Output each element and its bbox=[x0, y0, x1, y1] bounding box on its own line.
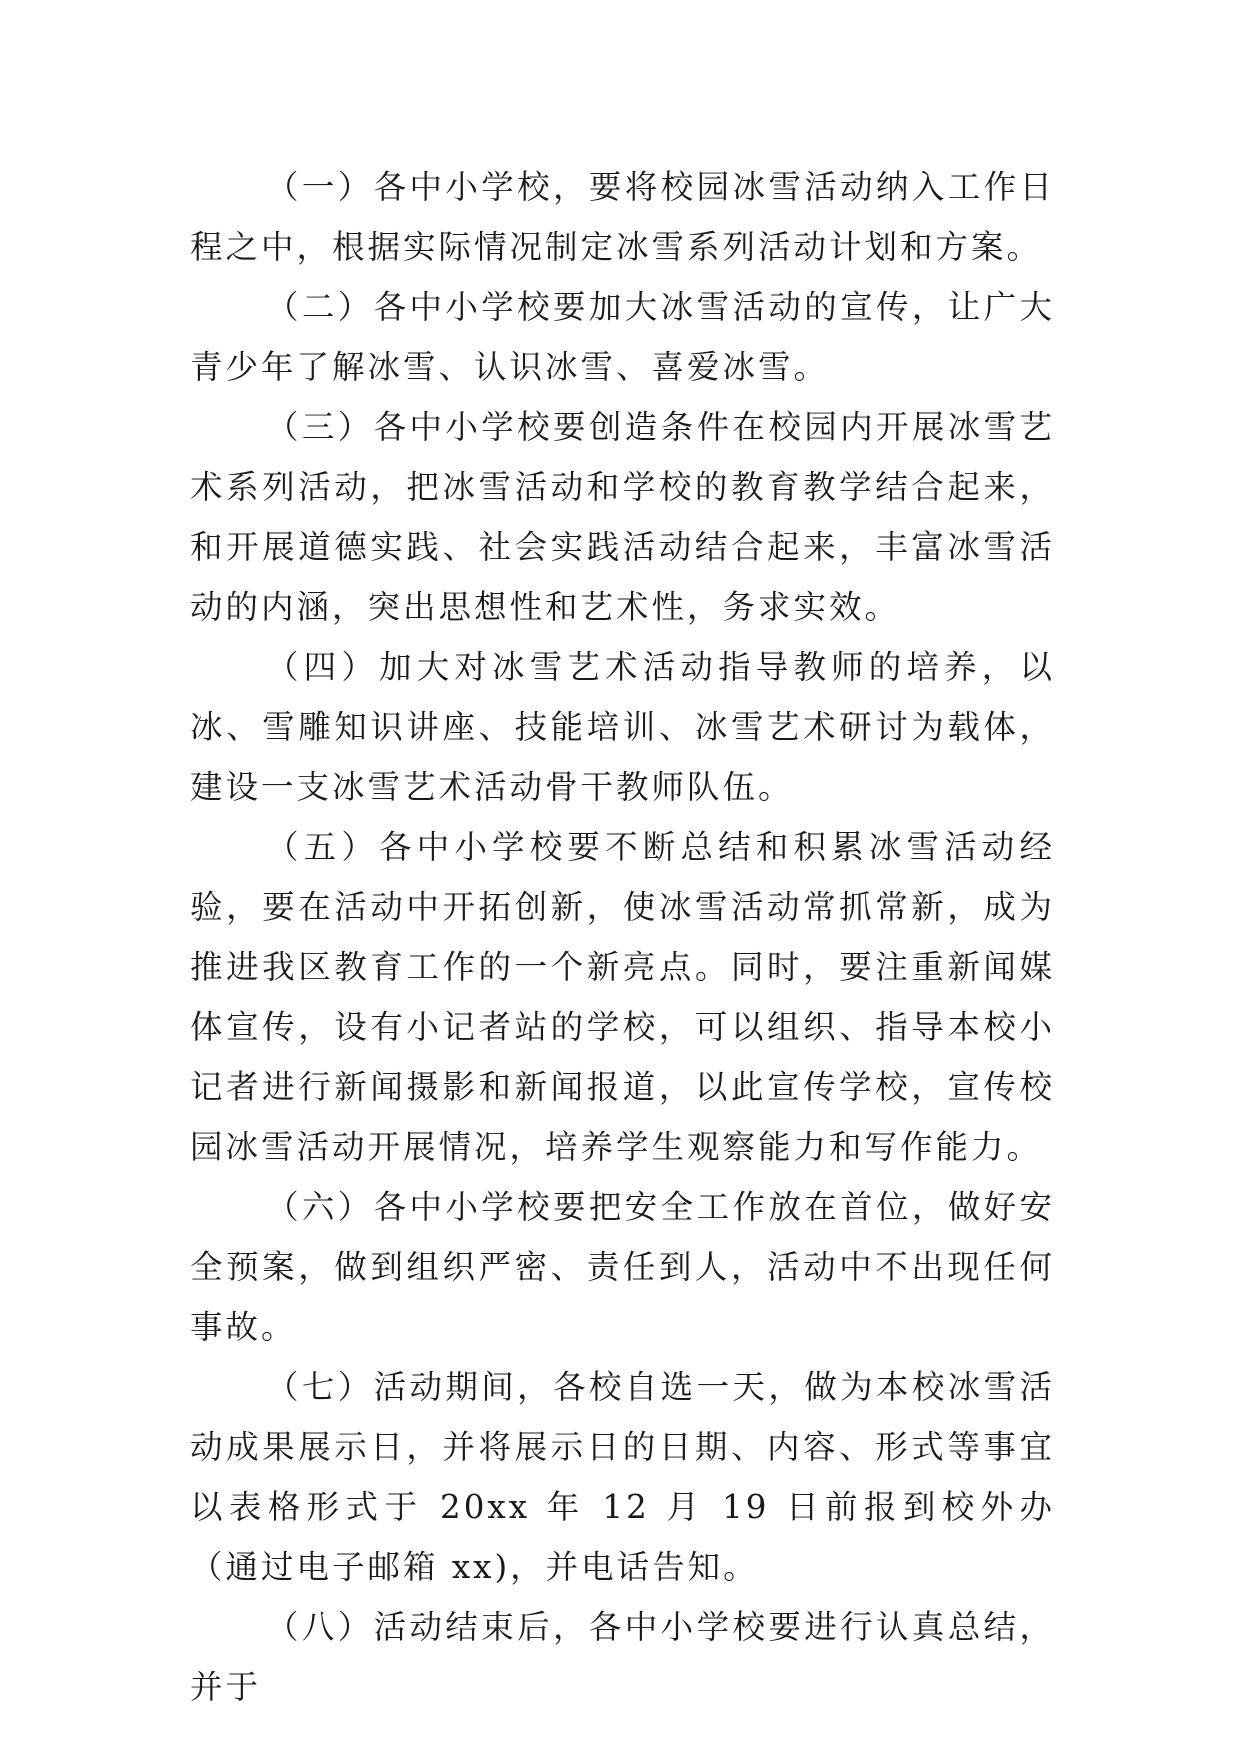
paragraph-1: （一）各中小学校，要将校园冰雪活动纳入工作日程之中，根据实际情况制定冰雪系列活动计划和方案。 bbox=[190, 168, 1055, 266]
paragraph-3: （三）各中小学校要创造条件在校园内开展冰雪艺术系列活动，把冰雪活动和学校的教育教学结合起来，和开展道德实践、社会实践活动结合起来，丰富冰雪活动的内涵，突出思想性和艺术性，务求实效。 bbox=[190, 408, 1055, 626]
document-body bbox=[190, 157, 1055, 1717]
paragraph-8: （八）活动结束后，各中小学校要进行认真总结，并于 bbox=[190, 1608, 1055, 1706]
paragraph-5: （五）各中小学校要不断总结和积累冰雪活动经验，要在活动中开拓创新，使冰雪活动常抓常新，成为推进我区教育工作的一个新亮点。同时，要注重新闻媒体宣传，设有小记者站的学校，可以组织、指导本校小记者进行新闻摄影和新闻报道，以此宣传学校，宣传校园冰雪活动开展情况，培养学生观察能力和写作能力。 bbox=[190, 828, 1055, 1166]
paragraph-4: （四）加大对冰雪艺术活动指导教师的培养，以冰、雪雕知识讲座、技能培训、冰雪艺术研讨为载体，建设一支冰雪艺术活动骨干教师队伍。 bbox=[190, 648, 1055, 806]
paragraph-7: （七）活动期间，各校自选一天，做为本校冰雪活动成果展示日，并将展示日的日期、内容、形式等事宜以表格形式于 20xx 年 12 月 19 日前报到校外办（通过电子邮箱 xx)，并电话告知。 bbox=[190, 1368, 1055, 1586]
paragraph-6: （六）各中小学校要把安全工作放在首位，做好安全预案，做到组织严密、责任到人，活动中不出现任何事故。 bbox=[190, 1188, 1055, 1346]
paragraph-2: （二）各中小学校要加大冰雪活动的宣传，让广大青少年了解冰雪、认识冰雪、喜爱冰雪。 bbox=[190, 288, 1055, 386]
